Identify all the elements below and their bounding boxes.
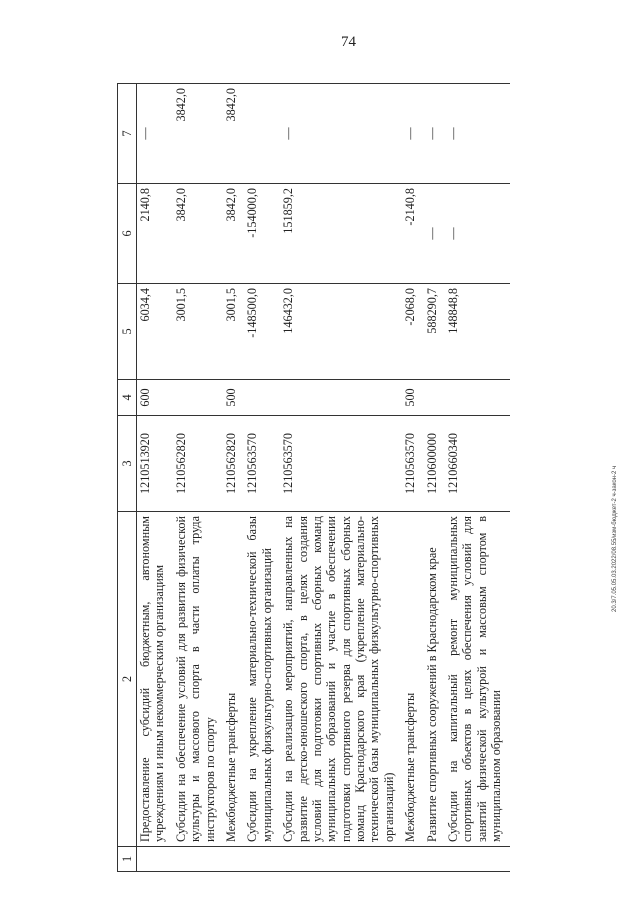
cell-num <box>424 847 445 872</box>
cell-amount-3 <box>244 84 280 184</box>
header-col-3: 3 <box>118 416 137 512</box>
table-row <box>280 84 402 872</box>
cell-type <box>424 380 445 416</box>
cell-num <box>173 847 223 872</box>
cell-amount-2: — <box>424 184 445 284</box>
cell-amount-2: 3842,0 <box>173 184 223 284</box>
cell-type <box>173 380 223 416</box>
header-col-6: 6 <box>118 184 137 284</box>
cell-amount-3: 3842,0 <box>173 84 223 184</box>
cell-code: 1210563570 <box>402 416 423 512</box>
cell-amount-2: 3842,0 <box>223 184 244 284</box>
cell-amount-1: 146432,0 <box>280 284 402 380</box>
table-row <box>445 84 510 872</box>
cell-type: 500 <box>402 380 423 416</box>
cell-num <box>223 847 244 872</box>
cell-code: 1210660340 <box>445 416 510 512</box>
table-row <box>137 84 173 872</box>
cell-amount-1: -148500,0 <box>244 284 280 380</box>
cell-name: Предоставление субсидий бюджетным, автономным учреждениям и иным некоммерческим организациям <box>137 512 173 847</box>
cell-name: Межбюджетные трансферты <box>223 512 244 847</box>
cell-code: 1210513920 <box>137 416 173 512</box>
cell-amount-1: 6034,4 <box>137 284 173 380</box>
cell-num <box>402 847 423 872</box>
cell-amount-2: -154000,0 <box>244 184 280 284</box>
cell-type <box>445 380 510 416</box>
rotated-table-container <box>117 84 640 872</box>
cell-type: 500 <box>223 380 244 416</box>
cell-amount-2: — <box>445 184 510 284</box>
cell-amount-1: 588290,7 <box>424 284 445 380</box>
cell-name: Субсидии на обеспечение условий для развития физической культуры и массового спорта в части оплаты труда инструкторов по спорту <box>173 512 223 847</box>
cell-num <box>445 847 510 872</box>
cell-num <box>137 847 173 872</box>
header-col-4: 4 <box>118 380 137 416</box>
cell-code: 1210563570 <box>280 416 402 512</box>
header-row <box>118 84 137 872</box>
cell-amount-2: 151859,2 <box>280 184 402 284</box>
cell-name: Межбюджетные трансферты <box>402 512 423 847</box>
cell-type <box>280 380 402 416</box>
cell-code: 1210600000 <box>424 416 445 512</box>
cell-code: 1210563570 <box>244 416 280 512</box>
cell-code: 1210562820 <box>223 416 244 512</box>
header-col-2: 2 <box>118 512 137 847</box>
footer-code: 20.3/7.05.05.03.2022/08.55/изм-бюджет-2 ч-закон-2 ч <box>612 465 618 612</box>
budget-table <box>117 83 510 872</box>
cell-name: Субсидии на реализацию мероприятий, направленных на развитие детско-юношеского спорта, в целях создания условий для подготовки спортивных сборных команд муниципальных образований и участие в обеспечении подготовки спортивного резерва для спортивных сборных команд Краснодарского края (укрепление материально-технической базы муниципальных физкультурно-спортивных организаций) <box>280 512 402 847</box>
cell-name: Развитие спортивных сооружений в Краснодарском крае <box>424 512 445 847</box>
table-row <box>424 84 445 872</box>
cell-type: 600 <box>137 380 173 416</box>
cell-name: Субсидии на укрепление материально-технической базы муниципальных физкультурно-спортивных организаций <box>244 512 280 847</box>
cell-code: 1210562820 <box>173 416 223 512</box>
cell-amount-3: — <box>137 84 173 184</box>
cell-amount-1: -2068,0 <box>402 284 423 380</box>
cell-amount-3: — <box>280 84 402 184</box>
cell-amount-2: -2140,8 <box>402 184 423 284</box>
cell-amount-2: 2140,8 <box>137 184 173 284</box>
cell-name: Субсидии на капитальный ремонт муниципальных спортивных объектов в целях обеспечения условий для занятий физической культурой и массовым спортом в муниципальном образовании <box>445 512 510 847</box>
cell-num <box>244 847 280 872</box>
cell-num <box>280 847 402 872</box>
table-row <box>402 84 423 872</box>
page-number: 74 <box>341 34 356 50</box>
header-col-5: 5 <box>118 284 137 380</box>
cell-amount-3: 3842,0 <box>223 84 244 184</box>
cell-amount-3: — <box>445 84 510 184</box>
header-col-1: 1 <box>118 847 137 872</box>
header-col-7: 7 <box>118 84 137 184</box>
table-row <box>244 84 280 872</box>
cell-amount-1: 3001,5 <box>173 284 223 380</box>
cell-amount-1: 3001,5 <box>223 284 244 380</box>
cell-amount-3: — <box>402 84 423 184</box>
table-row <box>223 84 244 872</box>
table-row <box>173 84 223 872</box>
cell-type <box>244 380 280 416</box>
cell-amount-1: 148848,8 <box>445 284 510 380</box>
cell-amount-3: — <box>424 84 445 184</box>
